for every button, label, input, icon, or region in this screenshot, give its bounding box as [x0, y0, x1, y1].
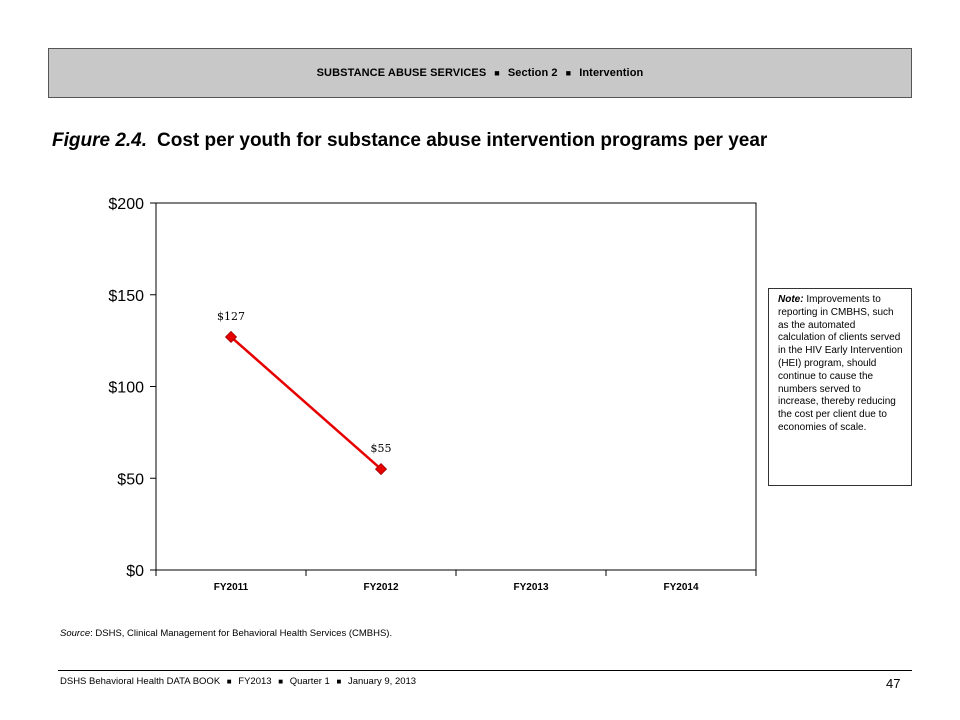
x-tick-label: FY2011 [213, 582, 249, 593]
data-label: $55 [370, 442, 392, 456]
data-label: $127 [217, 309, 245, 323]
x-tick-label: FY2012 [363, 582, 399, 593]
footer-quarter: Quarter 1 [289, 676, 330, 687]
footer-separator: ■ [336, 677, 342, 686]
footer-date: January 9, 2013 [347, 676, 417, 687]
source-text: : DSHS, Clinical Management for Behavioral Health Services (CMBHS). [90, 628, 393, 639]
figure-label: Figure 2.4. [52, 130, 148, 151]
footer-separator: ■ [278, 677, 284, 686]
y-tick-label: $0 [126, 563, 144, 580]
separator-square: ■ [494, 68, 500, 78]
footer-separator: ■ [226, 677, 232, 686]
y-tick-label: $200 [108, 196, 144, 213]
section-number: Section 2 [507, 67, 558, 79]
separator-square: ■ [565, 68, 572, 78]
section-topic: Intervention [579, 67, 644, 79]
source-citation [60, 628, 392, 639]
note-heading: Note: [778, 294, 804, 305]
footer-fiscal-year: FY2013 [238, 676, 272, 687]
y-tick-label: $150 [108, 287, 144, 305]
source-label: Source [60, 628, 91, 639]
y-tick-label: $50 [117, 471, 144, 489]
x-tick-label: FY2013 [513, 582, 549, 593]
section-label: SUBSTANCE ABUSE SERVICES [316, 67, 487, 79]
footer-book: DSHS Behavioral Health DATA BOOK [60, 676, 221, 687]
page-number: 47 [886, 676, 901, 691]
footer-divider [58, 670, 912, 671]
plot-area [156, 203, 756, 570]
figure-title-text: Cost per youth for substance abuse intervention programs per year [157, 130, 768, 151]
x-tick-label: FY2014 [663, 582, 699, 593]
note-box [768, 288, 912, 486]
note-text: Improvements to reporting in CMBHS, such as the automated calculation of clients served in the HIV Early Intervention (HEI) program, should continue to cause the numbers served to increase, thereby reducing the cost per client due to economies of scale. [778, 294, 903, 433]
y-tick-label: $100 [108, 379, 144, 397]
footer [60, 676, 416, 687]
